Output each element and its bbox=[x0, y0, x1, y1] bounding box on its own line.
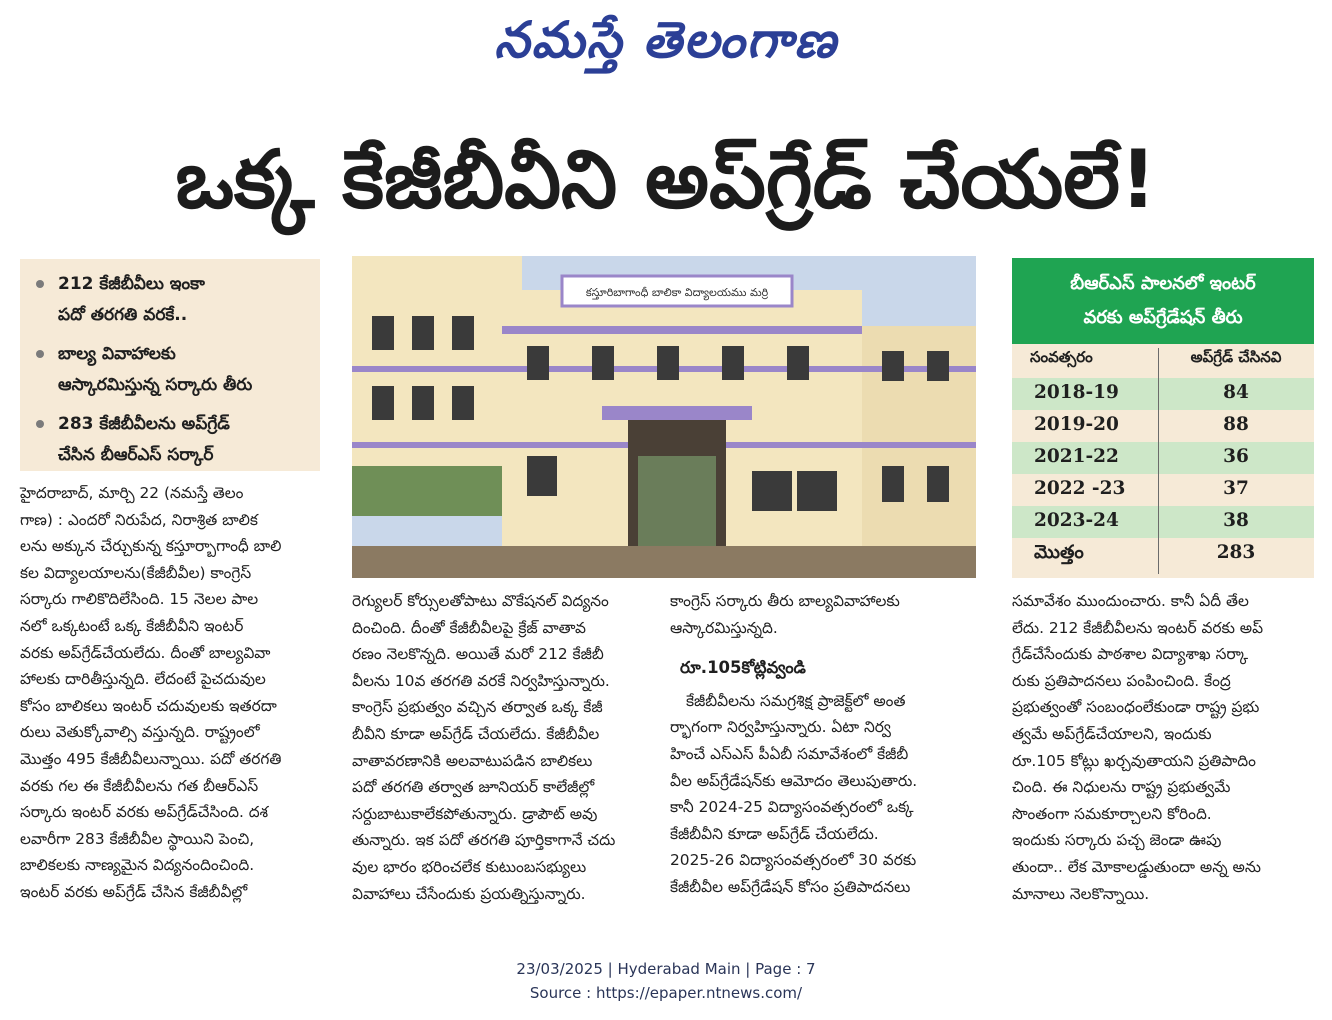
article-line: సర్కారు ఇంటర్ వరకు అప్‌గ్రేడ్‌చేసింది. దశ bbox=[20, 803, 269, 822]
article-line: సర్దుబాటుకాలేకపోతున్నారు. డ్రాపౌట్ అవు bbox=[352, 804, 598, 823]
roof-band bbox=[502, 326, 862, 334]
table-cell-count: 88 bbox=[1223, 414, 1249, 435]
table-cell-count: 283 bbox=[1216, 542, 1256, 563]
article-line: వాతావరణానికి అలవాటుపడిన బాలికలు bbox=[352, 751, 593, 770]
highlights-list bbox=[20, 259, 320, 471]
article-line: కేజీబీవీని కూడా అప్‌గ్రేడ్ చేయలేదు. bbox=[670, 824, 879, 843]
article-line: వరకు గల ఈ కేజీబీవీలను గత బీఆర్‌ఎస్ bbox=[20, 776, 259, 795]
article-line: బాలికలకు నాణ్యమైన విద్యనందించింది. bbox=[20, 856, 255, 875]
table-cell-year: 2021-22 bbox=[1034, 446, 1119, 467]
table-cell-count: 36 bbox=[1223, 446, 1249, 467]
school-building-photo bbox=[352, 256, 976, 578]
table-row bbox=[1012, 410, 1314, 442]
column-header-year: సంవత్సరం bbox=[1030, 348, 1093, 366]
article-line: లేదు. 212 కేజీబీవీలను ఇంటర్ వరకు అప్ bbox=[1012, 618, 1264, 637]
highlight-text: 212 కేజీబీవీలు ఇంకా bbox=[58, 274, 205, 294]
article-line: పదో తరగతి తర్వాత జూనియర్ కాలేజీల్లో bbox=[352, 778, 595, 797]
article-line: ఇంటర్ వరకు అప్‌గ్రేడ్ చేసిన కేజీబీవీల్లో bbox=[20, 882, 248, 901]
highlight-text: బాల్య వివాహాలకు bbox=[58, 344, 176, 364]
article-line: ఇందుకు సర్కారు పచ్చ జెండా ఊపు bbox=[1012, 831, 1222, 850]
column-header-count: అప్‌గ్రేడ్ చేసినవి bbox=[1190, 348, 1282, 366]
article-line: నలో ఒక్కటంటే ఒక్క కేజీబీవీని ఇంటర్ bbox=[20, 616, 244, 635]
article-line: చింది. ఈ నిధులను రాష్ట్ర ప్రభుత్వమే bbox=[1012, 778, 1231, 797]
article-line: వీల అప్‌గ్రేడేషన్‌కు ఆమోదం తెలుపుతారు. bbox=[670, 771, 918, 790]
table-header-row bbox=[1012, 344, 1314, 372]
article-line: సర్కారు గాలికొదిలేసింది. 15 నెలల పాల bbox=[20, 590, 259, 609]
table-title bbox=[1012, 258, 1314, 344]
article-line: తుందా.. లేక మోకాలడ్డుతుందా అన్న అను bbox=[1012, 857, 1261, 876]
highlight-text: ఆస్కారమిస్తున్న సర్కారు తీరు bbox=[58, 375, 253, 395]
table-title-line: బీఆర్‌ఎస్ పాలనలో ఇంటర్ bbox=[1070, 273, 1256, 294]
table-row bbox=[1012, 474, 1314, 506]
article-line: కేజీబీవీల అప్‌గ్రేడేషన్ కోసం ప్రతిపాదనలు bbox=[670, 877, 911, 896]
porch-roof bbox=[602, 406, 752, 420]
bullet-icon bbox=[36, 420, 44, 428]
article-line: హైదరాబాద్, మార్చి 22 (నమస్తే తెలం bbox=[20, 484, 244, 502]
table-row bbox=[1012, 442, 1314, 474]
left-wing bbox=[352, 256, 522, 466]
article-line: హించే ఎస్‌ఎస్ పీఏబీ సమావేశంలో కేజీబీ bbox=[670, 744, 909, 763]
article-line: ర్భాగంగా నిర్వహిస్తున్నారు. ఏటా నిర్వ bbox=[670, 718, 891, 737]
highlight-item bbox=[34, 269, 312, 331]
article-line: 2025-26 విద్యాసంవత్సరంలో 30 వరకు bbox=[670, 851, 917, 870]
article-line: వరకు అప్‌గ్రేడ్‌చేయలేదు. దీంతో బాల్యవివా bbox=[20, 643, 271, 662]
article-line: వుల భారం భరించలేక కుటుంబసభ్యులు bbox=[352, 857, 587, 876]
article-line: గాణ) : ఎందరో నిరుపేద, నిరాశ్రిత బాలిక bbox=[20, 510, 258, 529]
article-line: త్వమే అప్‌గ్రేడ్‌చేయాలని, ఇందుకు bbox=[1012, 724, 1212, 743]
article-line: రుకు ప్రతిపాదనలు పంపించింది. కేంద్ర bbox=[1012, 671, 1231, 690]
article-line: దించింది. దీంతో కేజీబీవీలపై క్రేజ్ వాతావ bbox=[352, 618, 586, 637]
highlight-text: పదో తరగతి వరకే.. bbox=[58, 305, 188, 325]
bullet-icon bbox=[36, 280, 44, 288]
article-line: లను అక్కున చేర్చుకున్న కస్తూర్బాగాంధీ బాలి bbox=[20, 537, 282, 556]
table-cell-year: 2023-24 bbox=[1034, 510, 1119, 531]
upgradation-table bbox=[1012, 258, 1314, 578]
right-wing bbox=[862, 326, 976, 546]
highlight-text: 283 కేజీబీవీలను అప్‌గ్రేడ్ bbox=[58, 414, 230, 434]
article-subheading: రూ.105కోట్లివ్వండి bbox=[680, 658, 806, 678]
article-column-2 bbox=[352, 588, 652, 907]
building-illustration bbox=[352, 256, 976, 578]
article-column-3 bbox=[670, 588, 978, 901]
ground bbox=[352, 546, 976, 578]
article-line: కాంగ్రెస్ ప్రభుత్వం వచ్చిన తర్వాత ఒక్క కేజీ bbox=[352, 698, 603, 717]
article-line: కాంగ్రెస్ సర్కారు తీరు బాల్యవివాహాలకు bbox=[670, 592, 900, 610]
table-row bbox=[1012, 506, 1314, 538]
article-line: బీవీని కూడా అప్‌గ్రేడ్ చేయలేదు. కేజీబీవీల bbox=[352, 724, 600, 743]
article-headline: ఒక్క కేజీబీవీని అప్‌గ్రేడ్ చేయలే! bbox=[175, 133, 1157, 226]
article-line: ప్రభుత్వంతో సంబంధంలేకుండా రాష్ట్ర ప్రభు bbox=[1012, 698, 1260, 717]
article-line: మొత్తం 495 కేజీబీవీలున్నాయి. పదో తరగతి bbox=[20, 749, 282, 768]
table-cell-year: 2022 -23 bbox=[1034, 478, 1126, 499]
footer-date-edition: 23/03/2025 | Hyderabad Main | Page : 7 bbox=[516, 960, 816, 978]
table-cell-count: 84 bbox=[1223, 382, 1249, 403]
signboard-text: కస్తూరిబాగాంధీ బాలికా విద్యాలయము మర్రి bbox=[585, 286, 769, 299]
table-cell-count: 38 bbox=[1223, 510, 1249, 531]
article-column-4 bbox=[1012, 588, 1314, 907]
table-divider bbox=[1158, 348, 1159, 574]
article-line: ఆస్కారమిస్తున్నది. bbox=[670, 618, 778, 637]
table-cell-year: 2019-20 bbox=[1034, 414, 1119, 435]
table-cell-year: 2018-19 bbox=[1034, 382, 1119, 403]
article-line: మానాలు నెలకొన్నాయి. bbox=[1012, 884, 1150, 903]
article-line: లవారీగా 283 కేజీబీవీల స్థాయిని పెంచి, bbox=[20, 829, 255, 848]
highlights-box bbox=[20, 259, 320, 471]
highlight-text: చేసిన బీఆర్‌ఎస్ సర్కార్ bbox=[58, 445, 214, 465]
article-line: కోసం బాలికలు ఇంటర్ చదువులకు ఇతరదా bbox=[20, 696, 277, 715]
newspaper-masthead: నమస్తే తెలంగాణ bbox=[494, 10, 838, 69]
article-line: రులు వెతుక్కోవాల్సి వస్తున్నది. రాష్ట్రంలో bbox=[20, 723, 260, 742]
page-footer bbox=[0, 957, 1332, 1005]
article-line: రణం నెలకొన్నది. అయితే మరో 212 కేజీబీ bbox=[352, 645, 604, 664]
article-line: రెగ్యులర్ కోర్సులతోపాటు వొకేషనల్ విద్యనం bbox=[352, 592, 609, 610]
table-title-line: వరకు అప్‌గ్రేడేషన్ తీరు bbox=[1083, 307, 1243, 328]
article-line: వీలను 10వ తరగతి వరకే నిర్వహిస్తున్నారు. bbox=[352, 671, 610, 690]
article-line: హాలకు దారితీస్తున్నది. లేదంటే పైచదువుల bbox=[20, 670, 266, 689]
bullet-icon bbox=[36, 350, 44, 358]
article-line: గ్రేడ్‌చేసేందుకు పాఠశాల విద్యాశాఖ సర్కా bbox=[1012, 645, 1249, 664]
table-row bbox=[1012, 378, 1314, 410]
footer-source[interactable]: Source : https://epaper.ntnews.com/ bbox=[529, 984, 803, 1002]
table-row-total bbox=[1012, 538, 1314, 570]
article-line: వివాహాలు చేసేందుకు ప్రయత్నిస్తున్నారు. bbox=[352, 884, 586, 903]
gate bbox=[638, 456, 716, 546]
article-line: తున్నారు. ఇక పదో తరగతి పూర్తికాగానే చదు bbox=[352, 831, 616, 850]
table-cell-count: 37 bbox=[1223, 478, 1249, 499]
highlight-item bbox=[34, 339, 312, 401]
article-line: కేజీబీవీలను సమగ్రశిక్ష ప్రాజెక్ట్‌లో అంత bbox=[686, 691, 906, 710]
highlight-item bbox=[34, 409, 312, 471]
article-column-1 bbox=[20, 480, 322, 906]
article-line: సొంతంగా సమకూర్చాలని కోరింది. bbox=[1012, 804, 1212, 823]
article-line: సమావేశం ముందుంచారు. కానీ ఏదీ తేల bbox=[1012, 592, 1249, 610]
article-line: కానీ 2024-25 విద్యాసంవత్సరంలో ఒక్క bbox=[670, 798, 914, 817]
table-cell-year: మొత్తం bbox=[1034, 542, 1084, 563]
article-line: రూ.105 కోట్లు ఖర్చవుతాయని ప్రతిపాదిం bbox=[1012, 751, 1256, 770]
article-line: కల విద్యాలయాలను(కేజీబీవీల) కాంగ్రెస్ bbox=[20, 563, 252, 582]
